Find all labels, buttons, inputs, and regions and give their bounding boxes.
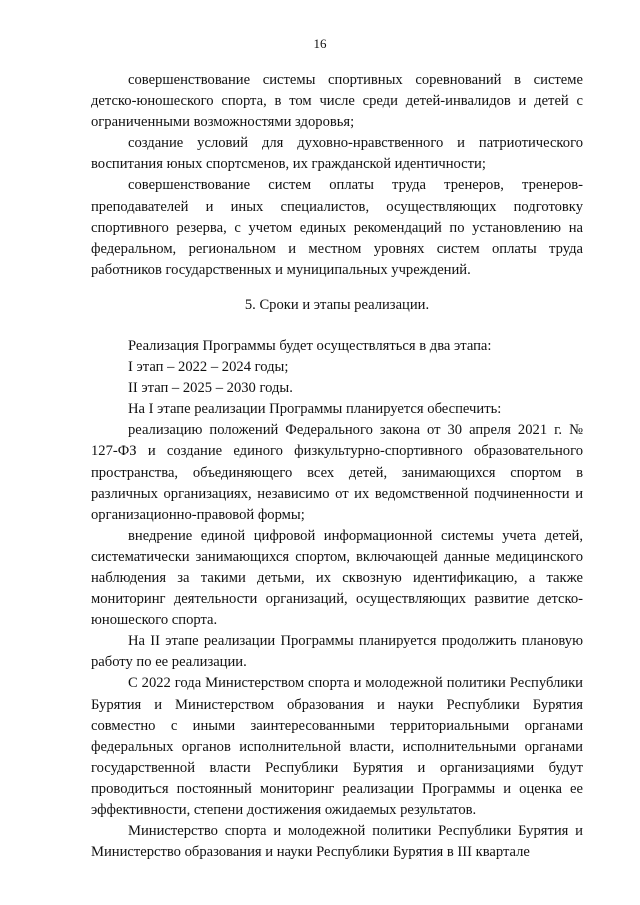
page-number: 16: [313, 36, 327, 51]
document-body: [91, 70, 583, 863]
paragraph-stage-1-goals: На I этапе реализации Программы планируется обеспечить:: [128, 401, 502, 418]
paragraph-digital-system: внедрение единой цифровой информационной системы учета детей, систематически занимающихся спортом, включающей данные медицинского наблюдения за такими детьми, их сквозную идентификацию, а также мониторинг деятельности организаций, осуществляющих развитие детско-юношеского спорта.: [91, 527, 583, 629]
paragraph-ministries: Министерство спорта и молодежной политики Республики Бурятия и Министерство образования и науки Республики Бурятия в III квартале: [91, 823, 583, 861]
paragraph-stages-intro: Реализация Программы будет осуществляться в два этапа:: [128, 337, 492, 354]
paragraph-patriotic-education: создание условий для духовно-нравственного и патриотического воспитания юных спортсменов, их гражданской идентичности;: [91, 135, 583, 173]
paragraph-payment-systems: совершенствование систем оплаты труда тренеров, тренеров-преподавателей и иных специалистов, осуществляющих подготовку спортивного резерва, с учетом единых рекомендаций по установлению на федеральном, региональном и местном уровнях систем оплаты труда работников государственных и муниципальных учреждений.: [91, 177, 583, 278]
paragraph-competitions: совершенствование системы спортивных соревнований в системе детско-юношеского спорта, в том числе среди детей-инвалидов и детей с ограниченными возможностями здоровья;: [91, 72, 583, 131]
paragraph-stage-1: I этап – 2022 – 2024 годы;: [128, 359, 289, 376]
paragraph-stage-2: II этап – 2025 – 2030 годы.: [128, 380, 293, 397]
paragraph-federal-law: реализацию положений Федерального закона от 30 апреля 2021 г. № 127-ФЗ и создание единого физкультурно-спортивного образовательного пространства, объединяющего всех детей, занимающихся спортом в различных организациях, независимо от их ведомственной подчиненности и организационно-правовой формы;: [91, 422, 583, 523]
paragraph-stage-2-goals: На II этапе реализации Программы планируется продолжить плановую работу по ее реализации.: [91, 633, 583, 671]
section-heading: 5. Сроки и этапы реализации.: [244, 296, 430, 313]
paragraph-monitoring: С 2022 года Министерством спорта и молодежной политики Республики Бурятия и Министерством образования и науки Республики Бурятия совместно с иными заинтересованными территориальными органами федеральных органов исполнительной власти, исполнительными органами государственной власти Республики Бурятия и организациями будут проводиться постоянный мониторинг реализации Программы и оценка ее эффективности, степени достижения ожидаемых результатов.: [91, 675, 583, 818]
